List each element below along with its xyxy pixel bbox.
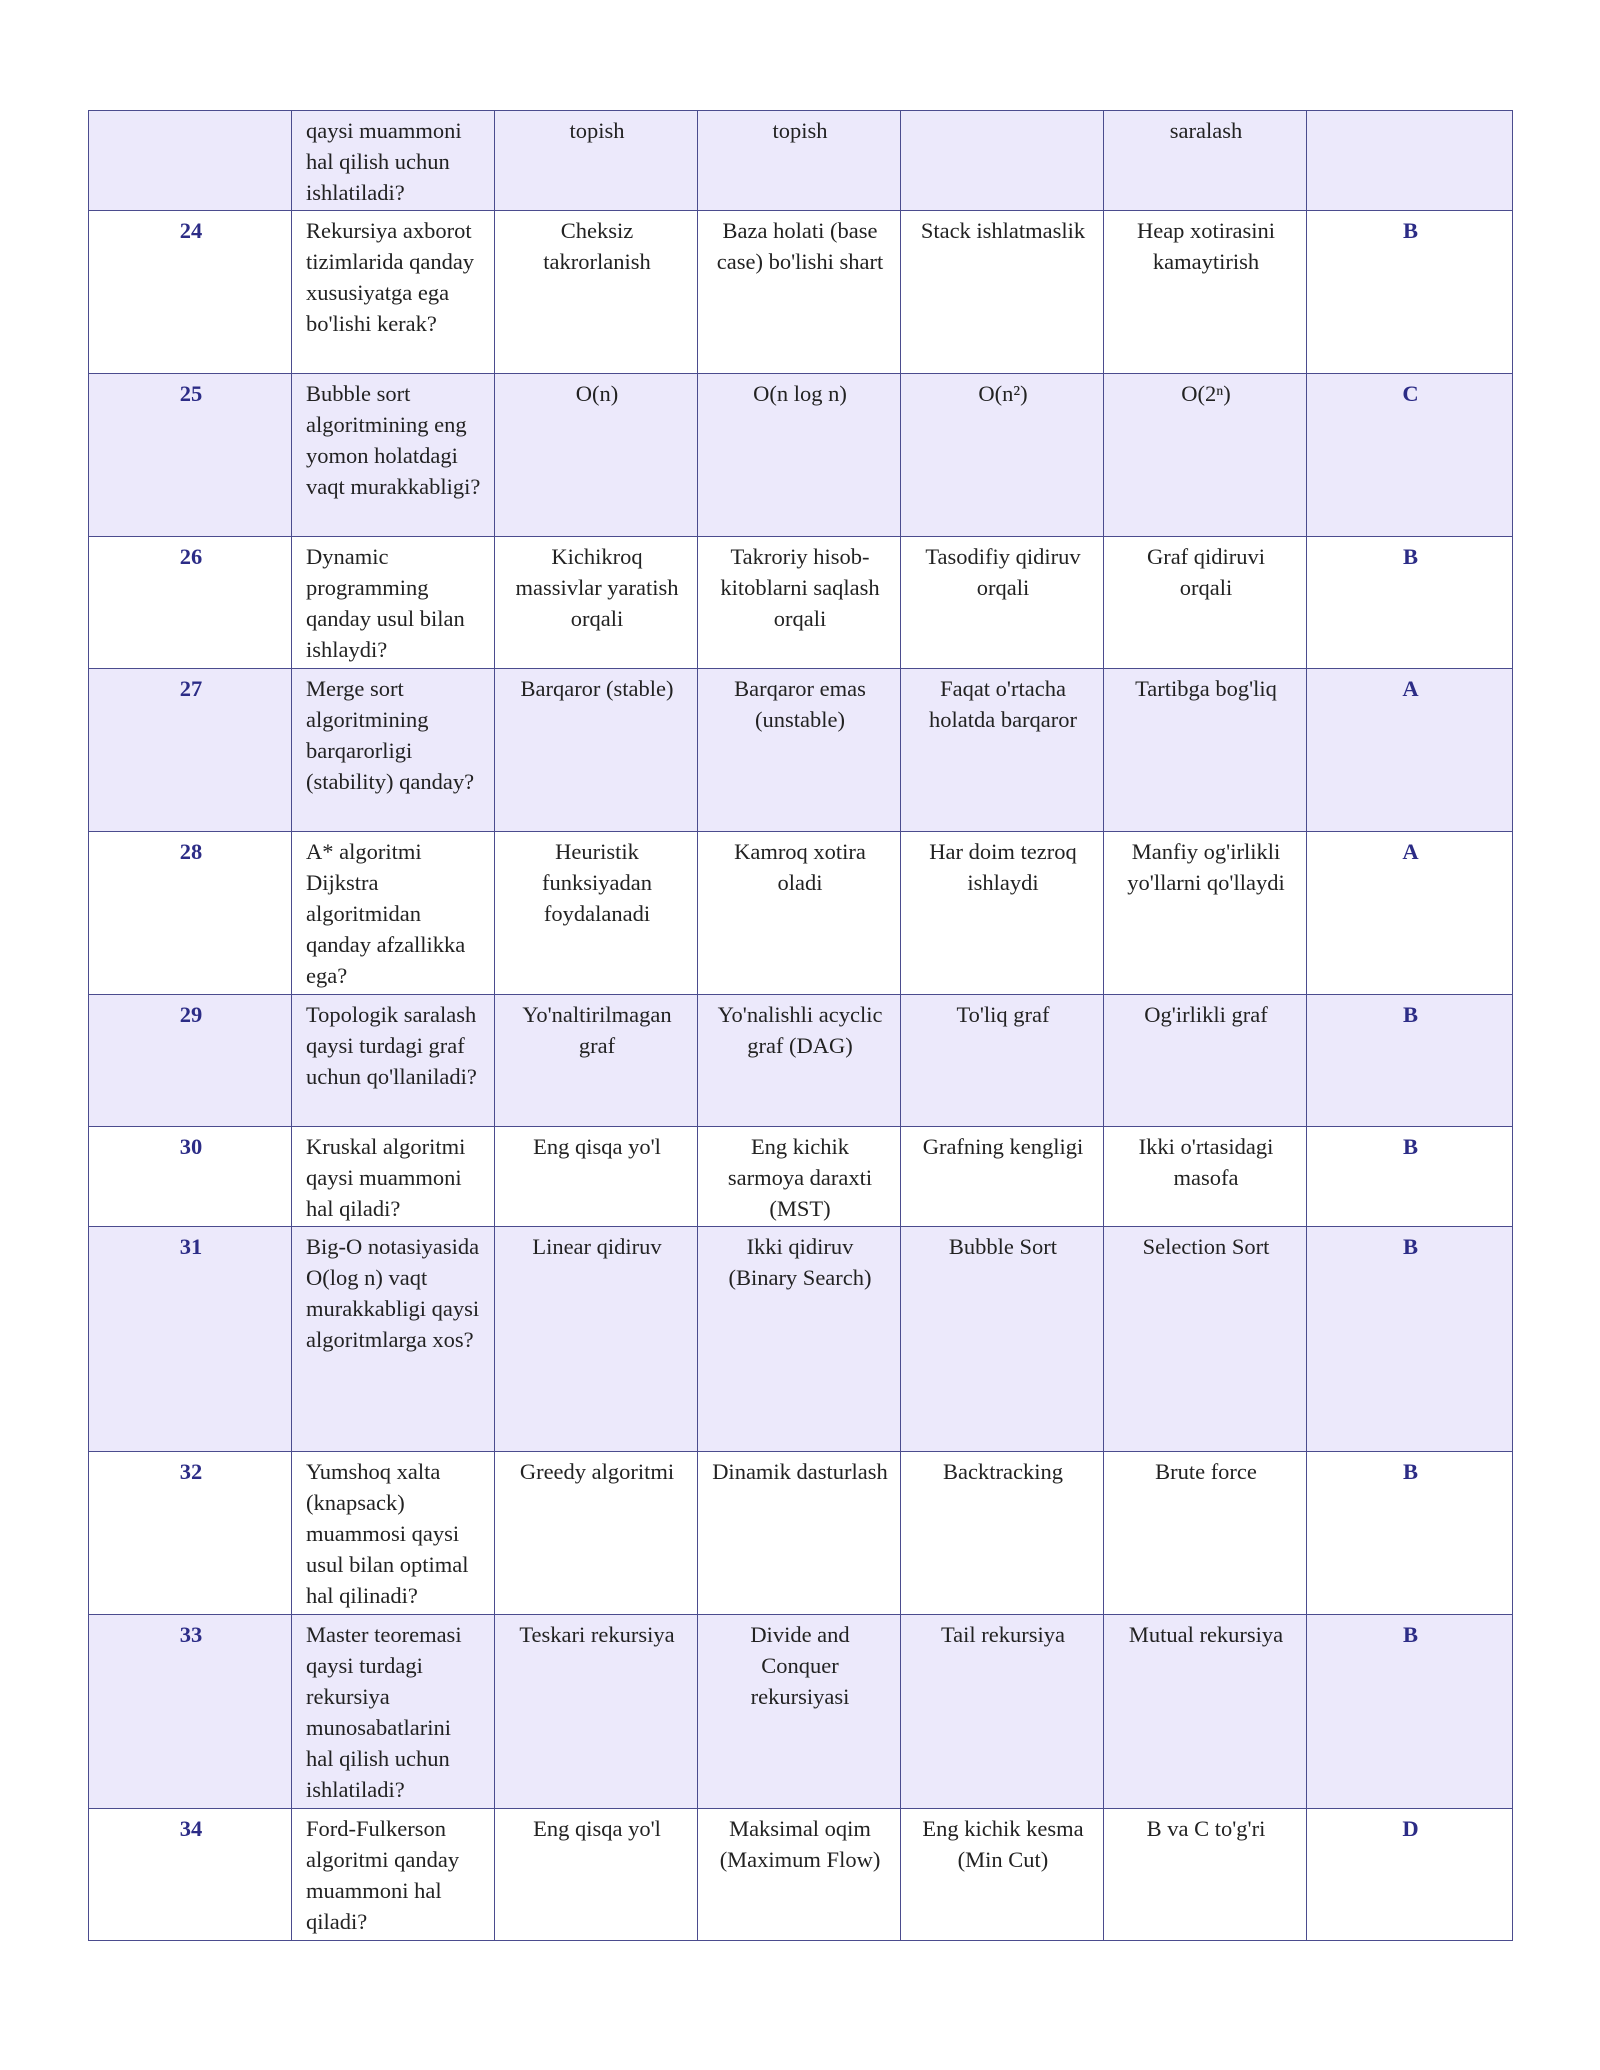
- correct-answer: B: [1307, 537, 1513, 669]
- option-b: Dinamik dasturlash: [698, 1452, 901, 1615]
- option-c: Eng kichik kesma (Min Cut): [901, 1809, 1104, 1941]
- correct-answer: [1307, 111, 1513, 211]
- option-a: Greedy algoritmi: [495, 1452, 698, 1615]
- correct-answer: D: [1307, 1809, 1513, 1941]
- question-text: Merge sort algoritmining barqarorligi (stability) qanday?: [292, 669, 495, 832]
- option-d: Graf qidiruvi orqali: [1104, 537, 1307, 669]
- option-b: Barqaror emas (unstable): [698, 669, 901, 832]
- table-row: [89, 669, 1513, 832]
- question-number: 28: [89, 832, 292, 995]
- option-a: Eng qisqa yo'l: [495, 1127, 698, 1227]
- quiz-table-page: [88, 110, 1512, 1941]
- correct-answer: B: [1307, 1615, 1513, 1809]
- question-number: 26: [89, 537, 292, 669]
- option-a: topish: [495, 111, 698, 211]
- question-text: A* algoritmi Dijkstra algoritmidan qanday afzallikka ega?: [292, 832, 495, 995]
- option-b: Takroriy hisob-kitoblarni saqlash orqali: [698, 537, 901, 669]
- option-c: Tasodifiy qidiruv orqali: [901, 537, 1104, 669]
- option-d: Selection Sort: [1104, 1227, 1307, 1452]
- question-number: 25: [89, 374, 292, 537]
- option-a: O(n): [495, 374, 698, 537]
- correct-answer: B: [1307, 211, 1513, 374]
- option-c: Tail rekursiya: [901, 1615, 1104, 1809]
- table-row: [89, 1809, 1513, 1941]
- option-b: Yo'nalishli acyclic graf (DAG): [698, 995, 901, 1127]
- option-b: Eng kichik sarmoya daraxti (MST): [698, 1127, 901, 1227]
- option-d: Heap xotirasini kamaytirish: [1104, 211, 1307, 374]
- option-c: [901, 111, 1104, 211]
- option-d: B va C to'g'ri: [1104, 1809, 1307, 1941]
- table-row: [89, 211, 1513, 374]
- table-row: [89, 111, 1513, 211]
- option-a: Kichikroq massivlar yaratish orqali: [495, 537, 698, 669]
- option-a: Cheksiz takrorlanish: [495, 211, 698, 374]
- option-d: Tartibga bog'liq: [1104, 669, 1307, 832]
- option-a: Teskari rekursiya: [495, 1615, 698, 1809]
- option-d: Og'irlikli graf: [1104, 995, 1307, 1127]
- correct-answer: A: [1307, 669, 1513, 832]
- option-c: Faqat o'rtacha holatda barqaror: [901, 669, 1104, 832]
- correct-answer: A: [1307, 832, 1513, 995]
- option-d: saralash: [1104, 111, 1307, 211]
- option-c: To'liq graf: [901, 995, 1104, 1127]
- question-number: 33: [89, 1615, 292, 1809]
- option-a: Heuristik funksiyadan foydalanadi: [495, 832, 698, 995]
- option-d: Mutual rekursiya: [1104, 1615, 1307, 1809]
- option-c: Stack ishlatmaslik: [901, 211, 1104, 374]
- option-a: Yo'naltirilmagan graf: [495, 995, 698, 1127]
- option-c: Grafning kengligi: [901, 1127, 1104, 1227]
- option-b: O(n log n): [698, 374, 901, 537]
- question-text: Kruskal algoritmi qaysi muammoni hal qiladi?: [292, 1127, 495, 1227]
- question-text: Master teoremasi qaysi turdagi rekursiya munosabatlarini hal qilish uchun ishlatiladi?: [292, 1615, 495, 1809]
- quiz-table: [88, 110, 1513, 1941]
- question-number: 32: [89, 1452, 292, 1615]
- table-row: [89, 1227, 1513, 1452]
- option-c: Har doim tezroq ishlaydi: [901, 832, 1104, 995]
- correct-answer: B: [1307, 1227, 1513, 1452]
- question-number: 24: [89, 211, 292, 374]
- option-b: Kamroq xotira oladi: [698, 832, 901, 995]
- table-row: [89, 537, 1513, 669]
- option-d: O(2ⁿ): [1104, 374, 1307, 537]
- question-text: Topologik saralash qaysi turdagi graf uchun qo'llaniladi?: [292, 995, 495, 1127]
- table-row: [89, 1127, 1513, 1227]
- table-row: [89, 1615, 1513, 1809]
- option-c: O(n²): [901, 374, 1104, 537]
- question-text: Rekursiya axborot tizimlarida qanday xususiyatga ega bo'lishi kerak?: [292, 211, 495, 374]
- option-a: Linear qidiruv: [495, 1227, 698, 1452]
- option-c: Bubble Sort: [901, 1227, 1104, 1452]
- question-number: 31: [89, 1227, 292, 1452]
- question-number: 27: [89, 669, 292, 832]
- question-text: Bubble sort algoritmining eng yomon holatdagi vaqt murakkabligi?: [292, 374, 495, 537]
- option-a: Eng qisqa yo'l: [495, 1809, 698, 1941]
- question-number: [89, 111, 292, 211]
- question-text: Big-O notasiyasida O(log n) vaqt murakkabligi qaysi algoritmlarga xos?: [292, 1227, 495, 1452]
- question-text: qaysi muammoni hal qilish uchun ishlatiladi?: [292, 111, 495, 211]
- option-d: Brute force: [1104, 1452, 1307, 1615]
- question-number: 29: [89, 995, 292, 1127]
- correct-answer: B: [1307, 1452, 1513, 1615]
- option-d: Manfiy og'irlikli yo'llarni qo'llaydi: [1104, 832, 1307, 995]
- option-b: Ikki qidiruv (Binary Search): [698, 1227, 901, 1452]
- question-number: 30: [89, 1127, 292, 1227]
- table-row: [89, 995, 1513, 1127]
- table-row: [89, 374, 1513, 537]
- question-text: Ford-Fulkerson algoritmi qanday muammoni hal qiladi?: [292, 1809, 495, 1941]
- correct-answer: C: [1307, 374, 1513, 537]
- question-text: Yumshoq xalta (knapsack) muammosi qaysi usul bilan optimal hal qilinadi?: [292, 1452, 495, 1615]
- option-b: Baza holati (base case) bo'lishi shart: [698, 211, 901, 374]
- correct-answer: B: [1307, 1127, 1513, 1227]
- question-number: 34: [89, 1809, 292, 1941]
- table-row: [89, 832, 1513, 995]
- option-b: Maksimal oqim (Maximum Flow): [698, 1809, 901, 1941]
- option-d: Ikki o'rtasidagi masofa: [1104, 1127, 1307, 1227]
- option-a: Barqaror (stable): [495, 669, 698, 832]
- option-b: topish: [698, 111, 901, 211]
- option-c: Backtracking: [901, 1452, 1104, 1615]
- option-b: Divide and Conquer rekursiyasi: [698, 1615, 901, 1809]
- table-row: [89, 1452, 1513, 1615]
- correct-answer: B: [1307, 995, 1513, 1127]
- question-text: Dynamic programming qanday usul bilan ishlaydi?: [292, 537, 495, 669]
